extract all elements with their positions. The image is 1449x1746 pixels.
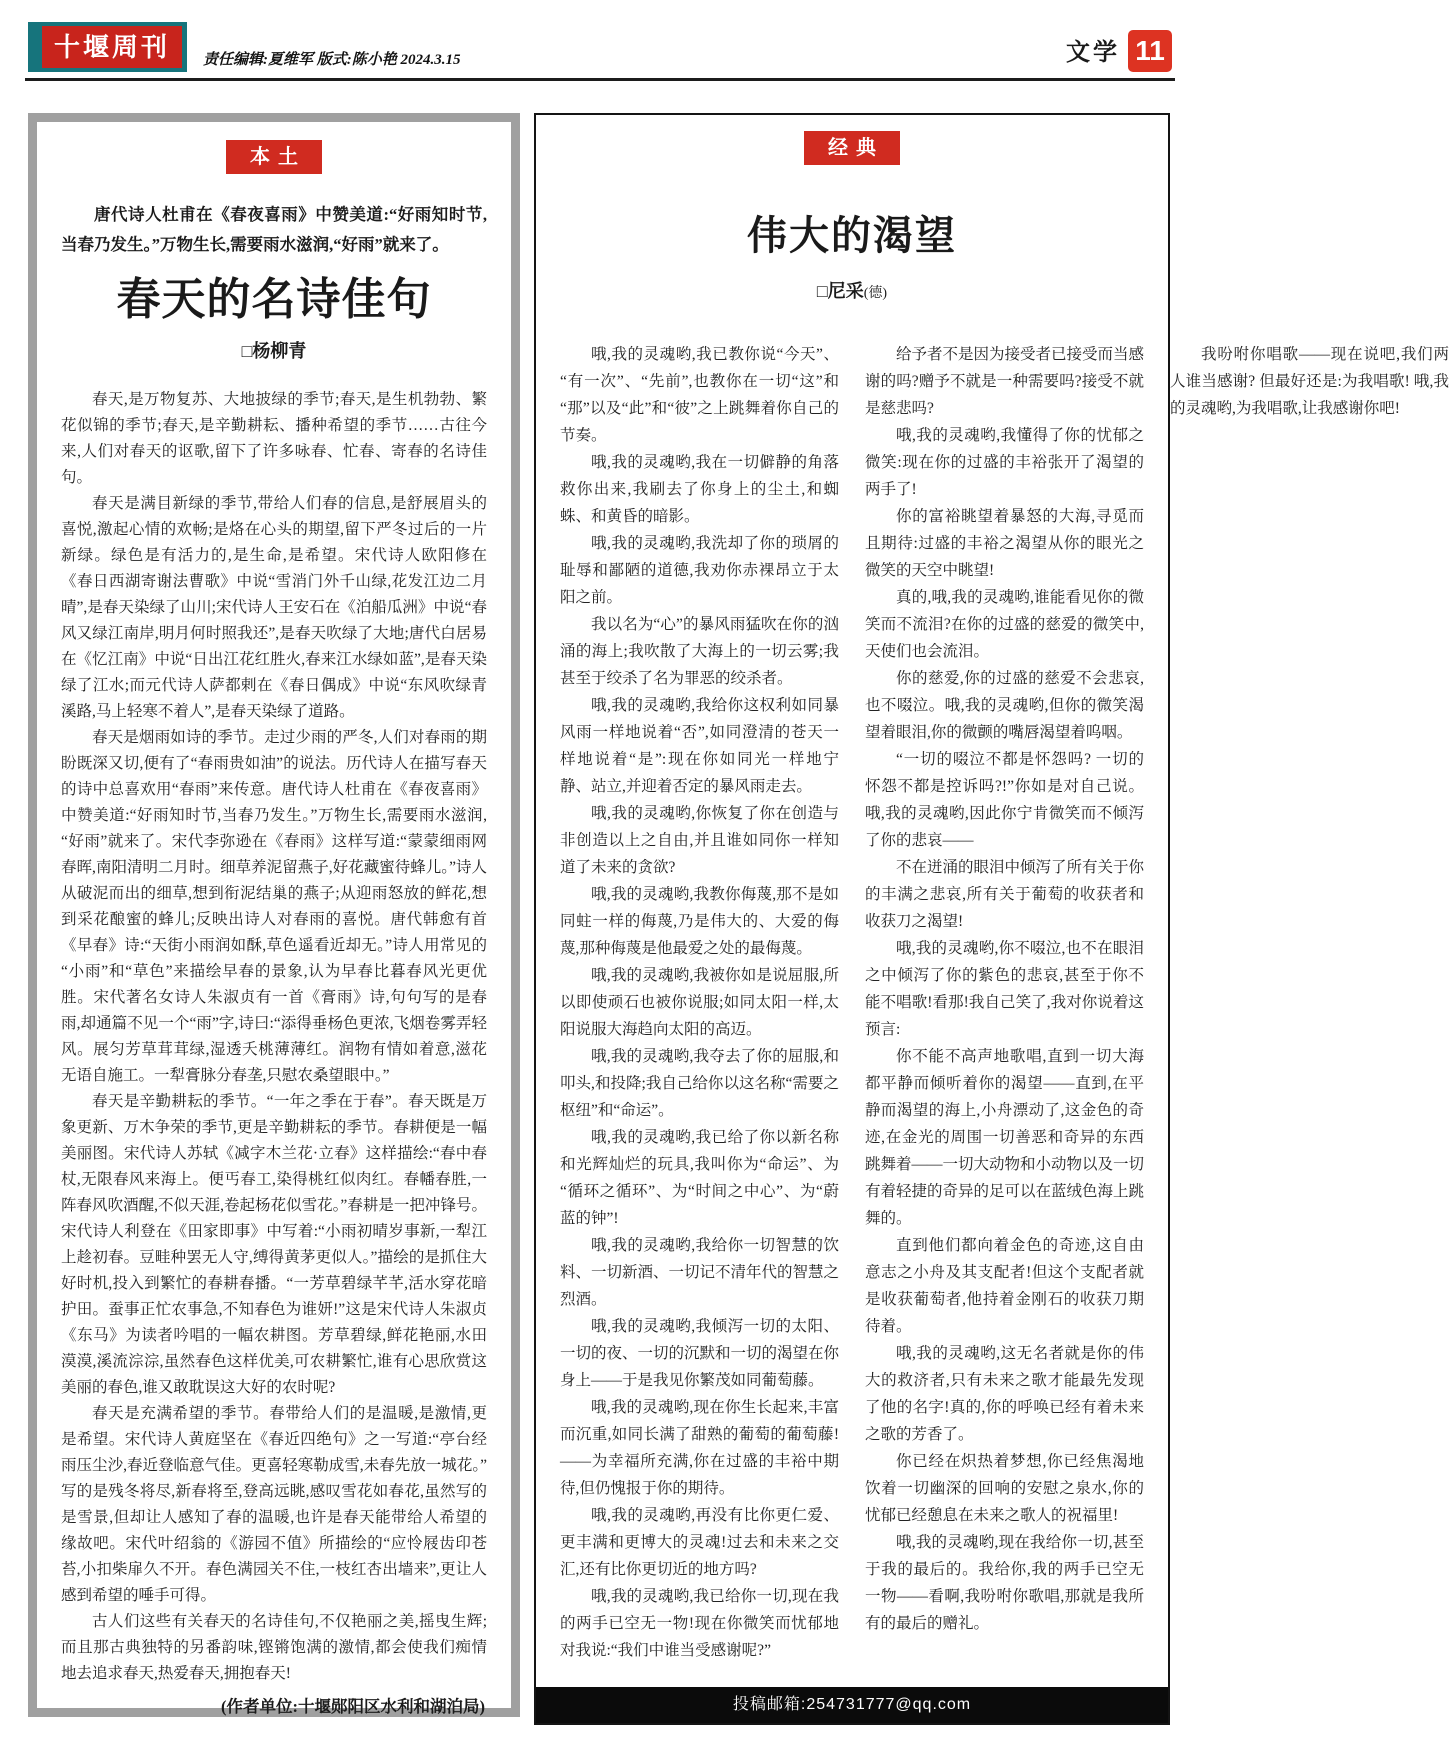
paragraph: 哦,我的灵魂哟,这无名者就是你的伟大的救济者,只有未来之歌才能最先发现了他的名字!真的,你的呼唤已经有着未来之歌的芳香了。 [865, 1345, 1144, 1443]
column-tag-local: 本土 [226, 140, 322, 174]
paragraph: 哦,我的灵魂哟,我倾泻一切的太阳、一切的夜、一切的沉默和一切的渴望在你身上——于是我见你繁茂如同葡萄藤。 [560, 1318, 840, 1389]
paragraph: 你不能不高声地歌唱,直到一切大海都平静而倾听着你的渴望——直到,在平静而渴望的海上,小舟漂动了,这金色的奇迹,在金光的周围一切善恶和奇异的东西跳舞着——一切大动物和小动物以及一切有着轻捷的奇异的足可以在蓝绒色海上跳舞的。 [865, 1048, 1145, 1227]
paragraph: 哦,我的灵魂哟,我已教你说“今天”、“有一次”、“先前”,也教你在一切“这”和“那”以及“此”和“彼”之上跳舞着你自己的节奏。 [560, 346, 839, 444]
author-name: □尼采 [816, 281, 864, 301]
paragraph: 哦,我的灵魂哟,你恢复了你在创造与非创造以上之自由,并且谁如同你一样知道了未来的贪欲? [560, 805, 839, 876]
article-body [61, 387, 487, 1687]
paragraph: 哦,我的灵魂哟,我教你侮蔑,那不是如同蛀一样的侮蔑,乃是伟大的、大爱的侮蔑,那种侮蔑是他最爱之处的最侮蔑。 [560, 886, 839, 957]
article-great-longing [534, 113, 1449, 1725]
paragraph: 春天,是万物复苏、大地披绿的季节;春天,是生机勃勃、繁花似锦的季节;春天,是辛勤耕耘、播种希望的季节……古往今来,人们对春天的讴歌,留下了许多咏春、忙春、寄春的名诗佳句。 [61, 391, 487, 486]
paragraph: 哦,我的灵魂哟,我在一切僻静的角落救你出来,我刷去了你身上的尘土,和蜘蛛、和黄昏的暗影。 [560, 454, 839, 525]
page-header [28, 12, 1172, 72]
paragraph: 哦,我的灵魂哟,我给你这权利如同暴风雨一样地说着“否”,如同澄清的苍天一样地说着“是”:现在你如同光一样地宁静、站立,并迎着否定的暴风雨走去。 [560, 697, 839, 795]
article-body-two-column [560, 341, 1449, 1676]
paragraph: 春天是充满希望的季节。春带给人们的是温暖,是激情,更是希望。宋代诗人黄庭坚在《春近四绝句》之一写道:“亭台经雨压尘沙,春近登临意气佳。更喜轻寒勒成雪,未春先放一城花。”写的是残冬将尽,新春将至,登高远眺,感叹雪花如春花,虽然写的是雪景,但却让人感知了春的温暖,也许是春天能带给人希望的缘故吧。宋代叶绍翁的《游园不值》所描绘的“应怜屐齿印苍苔,小扣柴扉久不开。春色满园关不住,一枝红杏出墙来”,更让人感到希望的唾手可得。 [61, 1405, 487, 1604]
paragraph: 哦,我的灵魂哟,现在我给你一切,甚至于我的最后的。我给你,我的两手已空无一物——看啊,我吩咐你歌唱,那就是我所有的最后的赠礼。 [865, 1534, 1144, 1632]
section-label: 文学 [1066, 40, 1120, 66]
article-spring-poems [28, 113, 520, 1717]
paragraph: 春天是辛勤耕耘的季节。“一年之季在于春”。春天既是万象更新、万木争荣的季节,更是辛勤耕耘的季节。春耕便是一幅美丽图。宋代诗人苏轼《减字木兰花·立春》这样描绘:“春中春杖,无限春风来海上。便丐春工,染得桃红似肉红。春幡春胜,一阵春风吹酒醒,不似天涯,卷起杨花似雪花。”春耕是一把冲锋号。宋代诗人利登在《田家即事》中写着:“小雨初晴岁事新,一犁江上趁初春。豆畦种罢无人守,缚得黄茅更似人。”描绘的是抓住大好时机,投入到繁忙的春耕春播。“一芳草碧绿芊芊,活水穿花暗护田。蚕事正忙农事急,不知春色为谁妍!”这是宋代诗人朱淑贞《东马》为读者吟唱的一幅农耕图。芳草碧绿,鲜花艳丽,水田漠漠,溪流淙淙,虽然春色这样优美,可农耕繁忙,谁有心思欣赏这美丽的春色,谁又敢耽误这大好的农时呢? [61, 1093, 487, 1396]
paragraph: 我吩咐你唱歌——现在说吧,我们两人谁当感谢? 但最好还是:为我唱歌! 哦,我的灵魂哟,为我唱歌,让我感谢你吧! [1170, 346, 1449, 417]
paragraph: 你的富裕眺望着暴怒的大海,寻觅而且期待:过盛的丰裕之渴望从你的眼光之微笑的天空中眺望! [865, 508, 1144, 579]
article-lead: 唐代诗人杜甫在《春夜喜雨》中赞美道:“好雨知时节,当春乃发生。”万物生长,需要雨水滋润,“好雨”就来了。 [61, 205, 487, 254]
paragraph: 哦,我的灵魂哟,我懂得了你的忧郁之微笑:现在你的过盛的丰裕张开了渴望的两手了! [865, 427, 1144, 498]
article-title: 春天的名诗佳句 [116, 275, 432, 324]
author-nationality-note: (德) [863, 286, 888, 301]
paragraph: 哦,我的灵魂哟,我被你如是说屈服,所以即使顽石也被你说服;如同太阳一样,太阳说服大海趋向太阳的高迈。 [560, 967, 839, 1038]
paragraph: 哦,我的灵魂哟,我洗却了你的琐屑的耻辱和鄙陋的道德,我劝你赤裸昂立于太阳之前。 [560, 535, 839, 606]
paragraph: 真的,哦,我的灵魂哟,谁能看见你的微笑而不流泪?在你的过盛的慈爱的微笑中,天使们也会流泪。 [865, 589, 1144, 660]
editor-credit-line: 责任编辑:夏维军 版式:陈小艳 2024.3.15 [203, 52, 461, 68]
paragraph: 哦,我的灵魂哟,我已给了你以新名称和光辉灿烂的玩具,我叫你为“命运”、为“循环之循环”、为“时间之中心”、为“蔚蓝的钟”! [560, 1129, 839, 1227]
paragraph: 不在迸涌的眼泪中倾泻了所有关于你的丰满之悲哀,所有关于葡萄的收获者和收获刀之渴望! [865, 859, 1145, 930]
page-number-badge: 11 [1128, 30, 1172, 72]
article-author [560, 277, 1144, 303]
submission-email-bar: 投稿邮箱:254731777@qq.com [536, 1687, 1168, 1723]
paragraph: 你的慈爱,你的过盛的慈爱不会悲哀,也不啜泣。哦,我的灵魂哟,但你的微笑渴望着眼泪,你的微颤的嘴唇渴望着呜咽。 [865, 670, 1144, 741]
paragraph: 直到他们都向着金色的奇迹,这自由意志之小舟及其支配者!但这个支配者就是收获葡萄者,他持着金刚石的收获刀期待着。 [865, 1237, 1144, 1335]
masthead-title: 十堰周刊 [42, 26, 182, 68]
masthead-logo [28, 22, 187, 72]
paragraph: “一切的啜泣不都是怀怨吗? 一切的怀怨不都是控诉吗?!”你如是对自己说。哦,我的灵魂哟,因此你宁肯微笑而不倾泻了你的悲哀—— [865, 751, 1144, 849]
paragraph: 哦,我的灵魂哟,再没有比你更仁爱、更丰满和更博大的灵魂!过去和未来之交汇,还有比你更切近的地方吗? [560, 1507, 839, 1578]
article-title: 伟大的渴望 [747, 213, 957, 258]
paragraph: 哦,我的灵魂哟,我已给你一切,现在我的两手已空无一物!现在你微笑而忧郁地对我说:“我们中谁当受感谢呢?” [560, 1588, 839, 1659]
paragraph: 你已经在炽热着梦想,你已经焦渴地饮着一切幽深的回响的安慰之泉水,你的忧郁已经憩息在未来之歌人的祝福里! [865, 1453, 1144, 1524]
paragraph: 春天是烟雨如诗的季节。走过少雨的严冬,人们对春雨的期盼既深又切,便有了“春雨贵如油”的说法。历代诗人在描写春天的诗中总喜欢用“春雨”来传意。唐代诗人杜甫在《春夜喜雨》中赞美道:“好雨知时节,当春乃发生。”万物生长,需要雨水滋润,“好雨”就来了。宋代李弥逊在《春雨》这样写道:“蒙蒙细雨网春晖,南阳清明二月时。细草养泥留燕子,好花藏蜜待蜂儿。”诗人从破泥而出的细草,想到衔泥结巢的燕子;从迎雨怒放的鲜花,想到采花酿蜜的蜂儿;反映出诗人对春雨的喜悦。唐代韩愈有首《早春》诗:“天街小雨润如酥,草色遥看近却无。”诗人用常见的“小雨”和“草色”来描绘早春的景象,认为早春比暮春风光更优胜。宋代著名女诗人朱淑贞有一首《膏雨》诗,句句写的是春雨,却通篇不见一个“雨”字,诗曰:“添得垂杨色更浓,飞烟卷雾弄轻风。展匀芳草茸茸绿,湿透夭桃薄薄红。润物有情如着意,滋花无语自施工。一犁膏脉分春垄,只慰农桑望眼中。” [61, 729, 487, 1084]
paragraph: 古人们这些有关春天的名诗佳句,不仅艳丽之美,摇曳生辉;而且那古典独特的另番韵味,铿锵饱满的激情,都会使我们痴情地去追求春天,热爱春天,拥抱春天! [61, 1613, 487, 1682]
column-tag-classic: 经典 [804, 131, 900, 165]
paragraph: 哦,我的灵魂哟,你不啜泣,也不在眼泪之中倾泻了你的紫色的悲哀,甚至于你不能不唱歌!看那!我自己笑了,我对你说着这预言: [865, 940, 1144, 1038]
article-author: □杨柳青 [241, 341, 307, 361]
header-rule [25, 78, 1175, 81]
paragraph: 哦,我的灵魂哟,现在你生长起来,丰富而沉重,如同长满了甜熟的葡萄的葡萄藤!——为幸福所充满,你在过盛的丰裕中期待,但仍愧报于你的期待。 [560, 1399, 839, 1497]
paragraph: 哦,我的灵魂哟,我给你一切智慧的饮料、一切新酒、一切记不清年代的智慧之烈酒。 [560, 1237, 840, 1308]
paragraph: 春天是满目新绿的季节,带给人们春的信息,是舒展眉头的喜悦,激起心情的欢畅;是烙在心头的期望,留下严冬过后的一片新绿。绿色是有活力的,是生命,是希望。宋代诗人欧阳修在《春日西湖寄谢法曹歌》中说“雪消门外千山绿,花发江边二月晴”,是春天染绿了山川;宋代诗人王安石在《泊船瓜洲》中说“春风又绿江南岸,明月何时照我还”,是春天吹绿了大地;唐代白居易在《忆江南》中说“日出江花红胜火,春来江水绿如蓝”,是春天染绿了江水;而元代诗人萨都剌在《春日偶成》中说“东风吹绿青溪路,马上轻寒不着人”,是春天染绿了道路。 [61, 495, 487, 720]
paragraph: 我以名为“心”的暴风雨猛吹在你的汹涌的海上;我吹散了大海上的一切云雾;我甚至于绞杀了名为罪恶的绞杀者。 [560, 616, 839, 687]
paragraph: 哦,我的灵魂哟,我夺去了你的屈服,和叩头,和投降;我自己给你以这名称“需要之枢纽”和“命运”。 [560, 1048, 839, 1119]
paragraph: 给予者不是因为接受者已接受而当感谢的吗?赠予不就是一种需要吗?接受不就是慈悲吗? [865, 346, 1145, 417]
author-affiliation: (作者单位:十堰郧阳区水利和湖泊局) [221, 1697, 485, 1716]
